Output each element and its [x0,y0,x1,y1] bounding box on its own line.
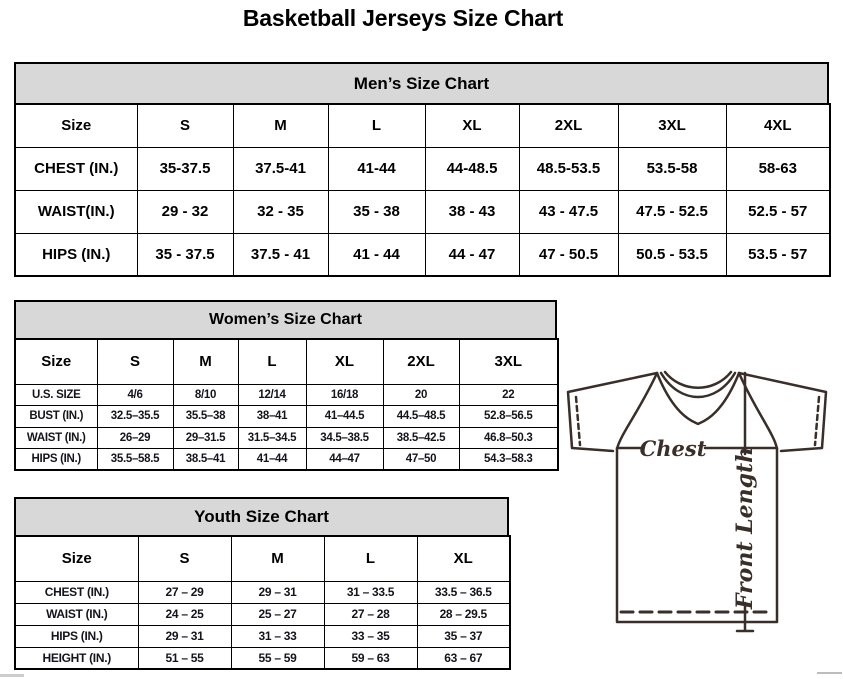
size-header-row [15,104,830,147]
size-value-cell: 53.5 - 57 [726,233,830,276]
size-value-cell: 44 - 47 [425,233,519,276]
table-row [15,190,830,233]
table-row [15,233,830,276]
jersey-collar-arc-middle [661,373,735,397]
mens-size-chart-section [14,62,829,277]
size-value-cell: 29 - 32 [137,190,233,233]
size-value-cell: 31 – 33 [231,625,324,647]
row-label: BUST (IN.) [15,406,97,428]
size-value-cell: 58-63 [726,147,830,190]
column-header: S [97,339,173,384]
size-value-cell: 54.3–58.3 [459,449,558,471]
table-row [15,647,510,669]
table-row [15,427,558,449]
size-value-cell: 8/10 [173,384,238,406]
size-value-cell: 38.5–41 [173,449,238,471]
column-header: 2XL [519,104,618,147]
size-value-cell: 12/14 [238,384,306,406]
table-row [15,625,510,647]
size-value-cell: 37.5-41 [233,147,328,190]
size-value-cell: 46.8–50.3 [459,427,558,449]
size-header-row [15,536,510,581]
row-label: CHEST (IN.) [15,147,137,190]
column-header: M [233,104,328,147]
size-value-cell: 35.5–38 [173,406,238,428]
scrollbar-artifact-left [0,674,24,677]
size-value-cell: 41–44.5 [306,406,383,428]
size-value-cell: 55 – 59 [231,647,324,669]
size-value-cell: 4/6 [97,384,173,406]
youth-chart-title: Youth Size Chart [14,497,509,535]
size-value-cell: 59 – 63 [324,647,417,669]
size-value-cell: 51 – 55 [138,647,231,669]
size-value-cell: 52.8–56.5 [459,406,558,428]
size-value-cell: 32 - 35 [233,190,328,233]
size-value-cell: 37.5 - 41 [233,233,328,276]
row-label: HIPS (IN.) [15,233,137,276]
size-value-cell: 38 - 43 [425,190,519,233]
size-value-cell: 41 - 44 [328,233,425,276]
size-value-cell: 47–50 [383,449,459,471]
table-row [15,384,558,406]
size-value-cell: 44.5–48.5 [383,406,459,428]
front-length-label: Front Length [732,446,758,610]
size-value-cell: 27 – 29 [138,581,231,603]
row-label: WAIST (IN.) [15,427,97,449]
jersey-right-cuff-dashes [815,397,819,445]
row-label: HIPS (IN.) [15,625,138,647]
mens-chart-title: Men’s Size Chart [14,62,829,103]
mens-size-table [14,103,831,277]
table-row [15,449,558,471]
column-header: 2XL [383,339,459,384]
size-value-cell: 28 – 29.5 [417,603,510,625]
size-value-cell: 35 - 38 [328,190,425,233]
size-value-cell: 29 – 31 [231,581,324,603]
jersey-vneck-outline [657,373,739,424]
table-row [15,581,510,603]
size-value-cell: 52.5 - 57 [726,190,830,233]
column-header: 3XL [618,104,726,147]
size-value-cell: 44–47 [306,449,383,471]
column-header: M [231,536,324,581]
size-value-cell: 47.5 - 52.5 [618,190,726,233]
row-label: WAIST(IN.) [15,190,137,233]
row-label: U.S. SIZE [15,384,97,406]
jersey-measurement-diagram [555,360,840,660]
size-value-cell: 27 – 28 [324,603,417,625]
jersey-right-sleeve [739,373,826,451]
size-value-cell: 16/18 [306,384,383,406]
size-value-cell: 33 – 35 [324,625,417,647]
column-header: L [238,339,306,384]
size-value-cell: 29–31.5 [173,427,238,449]
size-value-cell: 53.5-58 [618,147,726,190]
size-value-cell: 31.5–34.5 [238,427,306,449]
scrollbar-artifact-right [817,672,842,674]
size-value-cell: 47 - 50.5 [519,233,618,276]
row-label: HIPS (IN.) [15,449,97,471]
size-value-cell: 29 – 31 [138,625,231,647]
size-value-cell: 48.5-53.5 [519,147,618,190]
size-value-cell: 35 – 37 [417,625,510,647]
youth-size-chart-section [14,497,509,670]
size-value-cell: 35-37.5 [137,147,233,190]
size-header-row [15,339,558,384]
size-value-cell: 34.5–38.5 [306,427,383,449]
chest-label: Chest [639,436,707,461]
jersey-left-cuff-dashes [576,397,580,445]
column-header: S [138,536,231,581]
column-header: L [328,104,425,147]
youth-size-table [14,535,511,670]
size-value-cell: 32.5–35.5 [97,406,173,428]
size-value-cell: 31 – 33.5 [324,581,417,603]
womens-size-table [14,338,559,471]
column-header: L [324,536,417,581]
table-row [15,406,558,428]
size-value-cell: 38–41 [238,406,306,428]
size-value-cell: 26–29 [97,427,173,449]
size-value-cell: 35.5–58.5 [97,449,173,471]
column-header: S [137,104,233,147]
column-header: 3XL [459,339,558,384]
page-title: Basketball Jerseys Size Chart [242,5,564,31]
size-value-cell: 38.5–42.5 [383,427,459,449]
size-value-cell: 41-44 [328,147,425,190]
size-value-cell: 35 - 37.5 [137,233,233,276]
womens-size-chart-section [14,300,557,471]
row-label: HEIGHT (IN.) [15,647,138,669]
size-value-cell: 20 [383,384,459,406]
row-label: CHEST (IN.) [15,581,138,603]
size-value-cell: 44-48.5 [425,147,519,190]
size-value-cell: 25 – 27 [231,603,324,625]
column-header: XL [417,536,510,581]
column-header: M [173,339,238,384]
column-header: Size [15,536,138,581]
size-value-cell: 22 [459,384,558,406]
column-header: Size [15,104,137,147]
size-value-cell: 33.5 – 36.5 [417,581,510,603]
size-value-cell: 24 – 25 [138,603,231,625]
column-header: Size [15,339,97,384]
column-header: 4XL [726,104,830,147]
size-value-cell: 63 – 67 [417,647,510,669]
size-value-cell: 43 - 47.5 [519,190,618,233]
size-value-cell: 50.5 - 53.5 [618,233,726,276]
column-header: XL [425,104,519,147]
table-row [15,147,830,190]
column-header: XL [306,339,383,384]
size-value-cell: 41–44 [238,449,306,471]
jersey-collar-arc-top [665,372,731,388]
row-label: WAIST (IN.) [15,603,138,625]
table-row [15,603,510,625]
womens-chart-title: Women’s Size Chart [14,300,557,338]
